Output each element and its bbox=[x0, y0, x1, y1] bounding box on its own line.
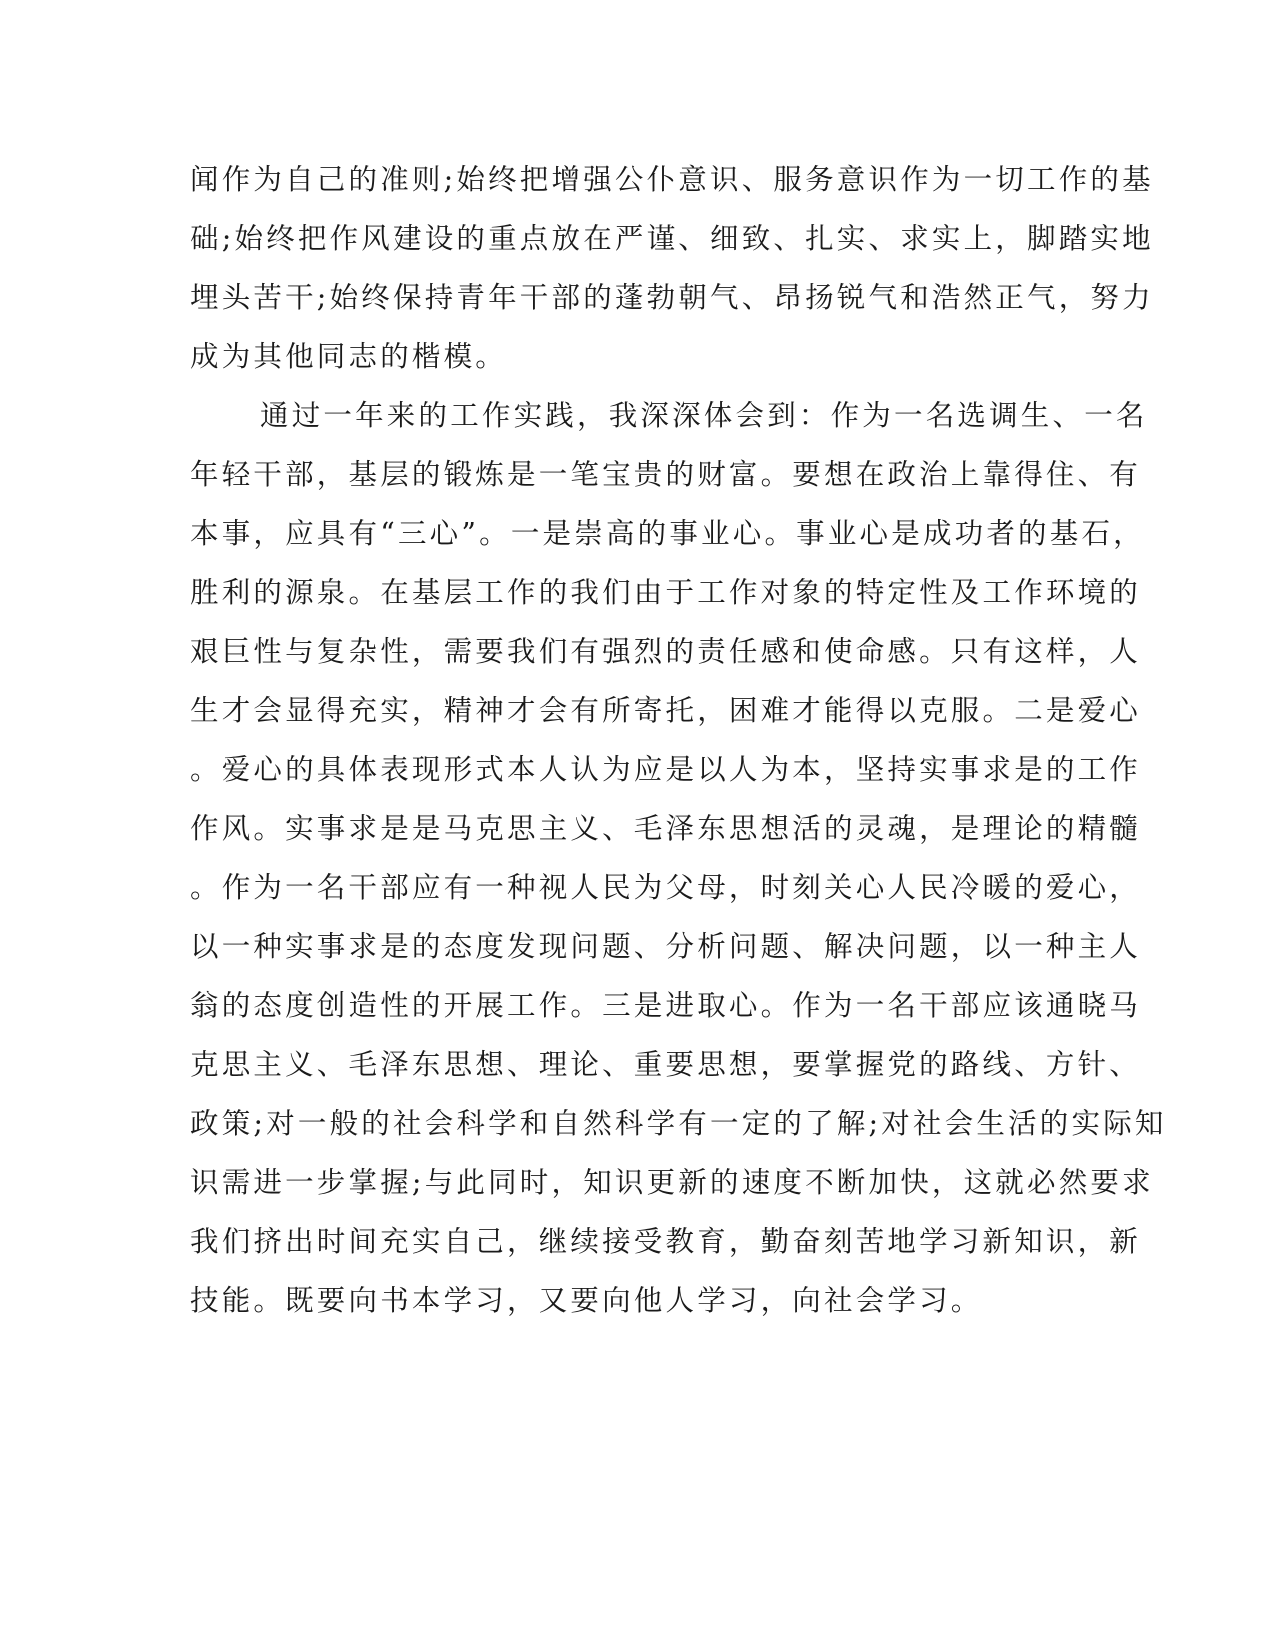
text-line: 成为其他同志的楷模。 bbox=[190, 340, 508, 373]
text-line: 技能。既要向书本学习，又要向他人学习，向社会学习。 bbox=[190, 1284, 983, 1317]
text-line: 年轻干部，基层的锻炼是一笔宝贵的财富。要想在政治上靠得住、有 bbox=[190, 458, 1142, 491]
text-line: 识需进一步掌握;与此同时，知识更新的速度不断加快，这就必然要求 bbox=[190, 1166, 1154, 1199]
text-line: 。作为一名干部应有一种视人民为父母，时刻关心人民冷暖的爱心， bbox=[190, 871, 1142, 904]
text-line: 础;始终把作风建设的重点放在严谨、细致、扎实、求实上，脚踏实地 bbox=[190, 222, 1154, 255]
text-line: 本事，应具有“三心”。一是崇高的事业心。事业心是成功者的基石， bbox=[190, 517, 1145, 550]
text-line: 艰巨性与复杂性，需要我们有强烈的责任感和使命感。只有这样，人 bbox=[190, 635, 1142, 668]
text-line: 作风。实事求是是马克思主义、毛泽东思想活的灵魂，是理论的精髓 bbox=[190, 812, 1142, 845]
text-line: 翁的态度创造性的开展工作。三是进取心。作为一名干部应该通晓马 bbox=[190, 989, 1142, 1022]
text-line: 生才会显得充实，精神才会有所寄托，困难才能得以克服。二是爱心 bbox=[190, 694, 1142, 727]
text-line: 克思主义、毛泽东思想、理论、重要思想，要掌握党的路线、方针、 bbox=[190, 1048, 1142, 1081]
text-line: 。爱心的具体表现形式本人认为应是以人为本，坚持实事求是的工作 bbox=[190, 753, 1142, 786]
text-line: 以一种实事求是的态度发现问题、分析问题、解决问题，以一种主人 bbox=[190, 930, 1142, 963]
text-line: 政策;对一般的社会科学和自然科学有一定的了解;对社会生活的实际知 bbox=[190, 1107, 1167, 1140]
text-line: 我们挤出时间充实自己，继续接受教育，勤奋刻苦地学习新知识，新 bbox=[190, 1225, 1142, 1258]
text-line: 埋头苦干;始终保持青年干部的蓬勃朝气、昂扬锐气和浩然正气，努力 bbox=[190, 281, 1154, 314]
paragraph-start-line: 通过一年来的工作实践，我深深体会到：作为一名选调生、一名 bbox=[260, 399, 1148, 432]
text-line: 闻作为自己的准则;始终把增强公仆意识、服务意识作为一切工作的基 bbox=[190, 163, 1154, 196]
text-line: 胜利的源泉。在基层工作的我们由于工作对象的特定性及工作环境的 bbox=[190, 576, 1142, 609]
